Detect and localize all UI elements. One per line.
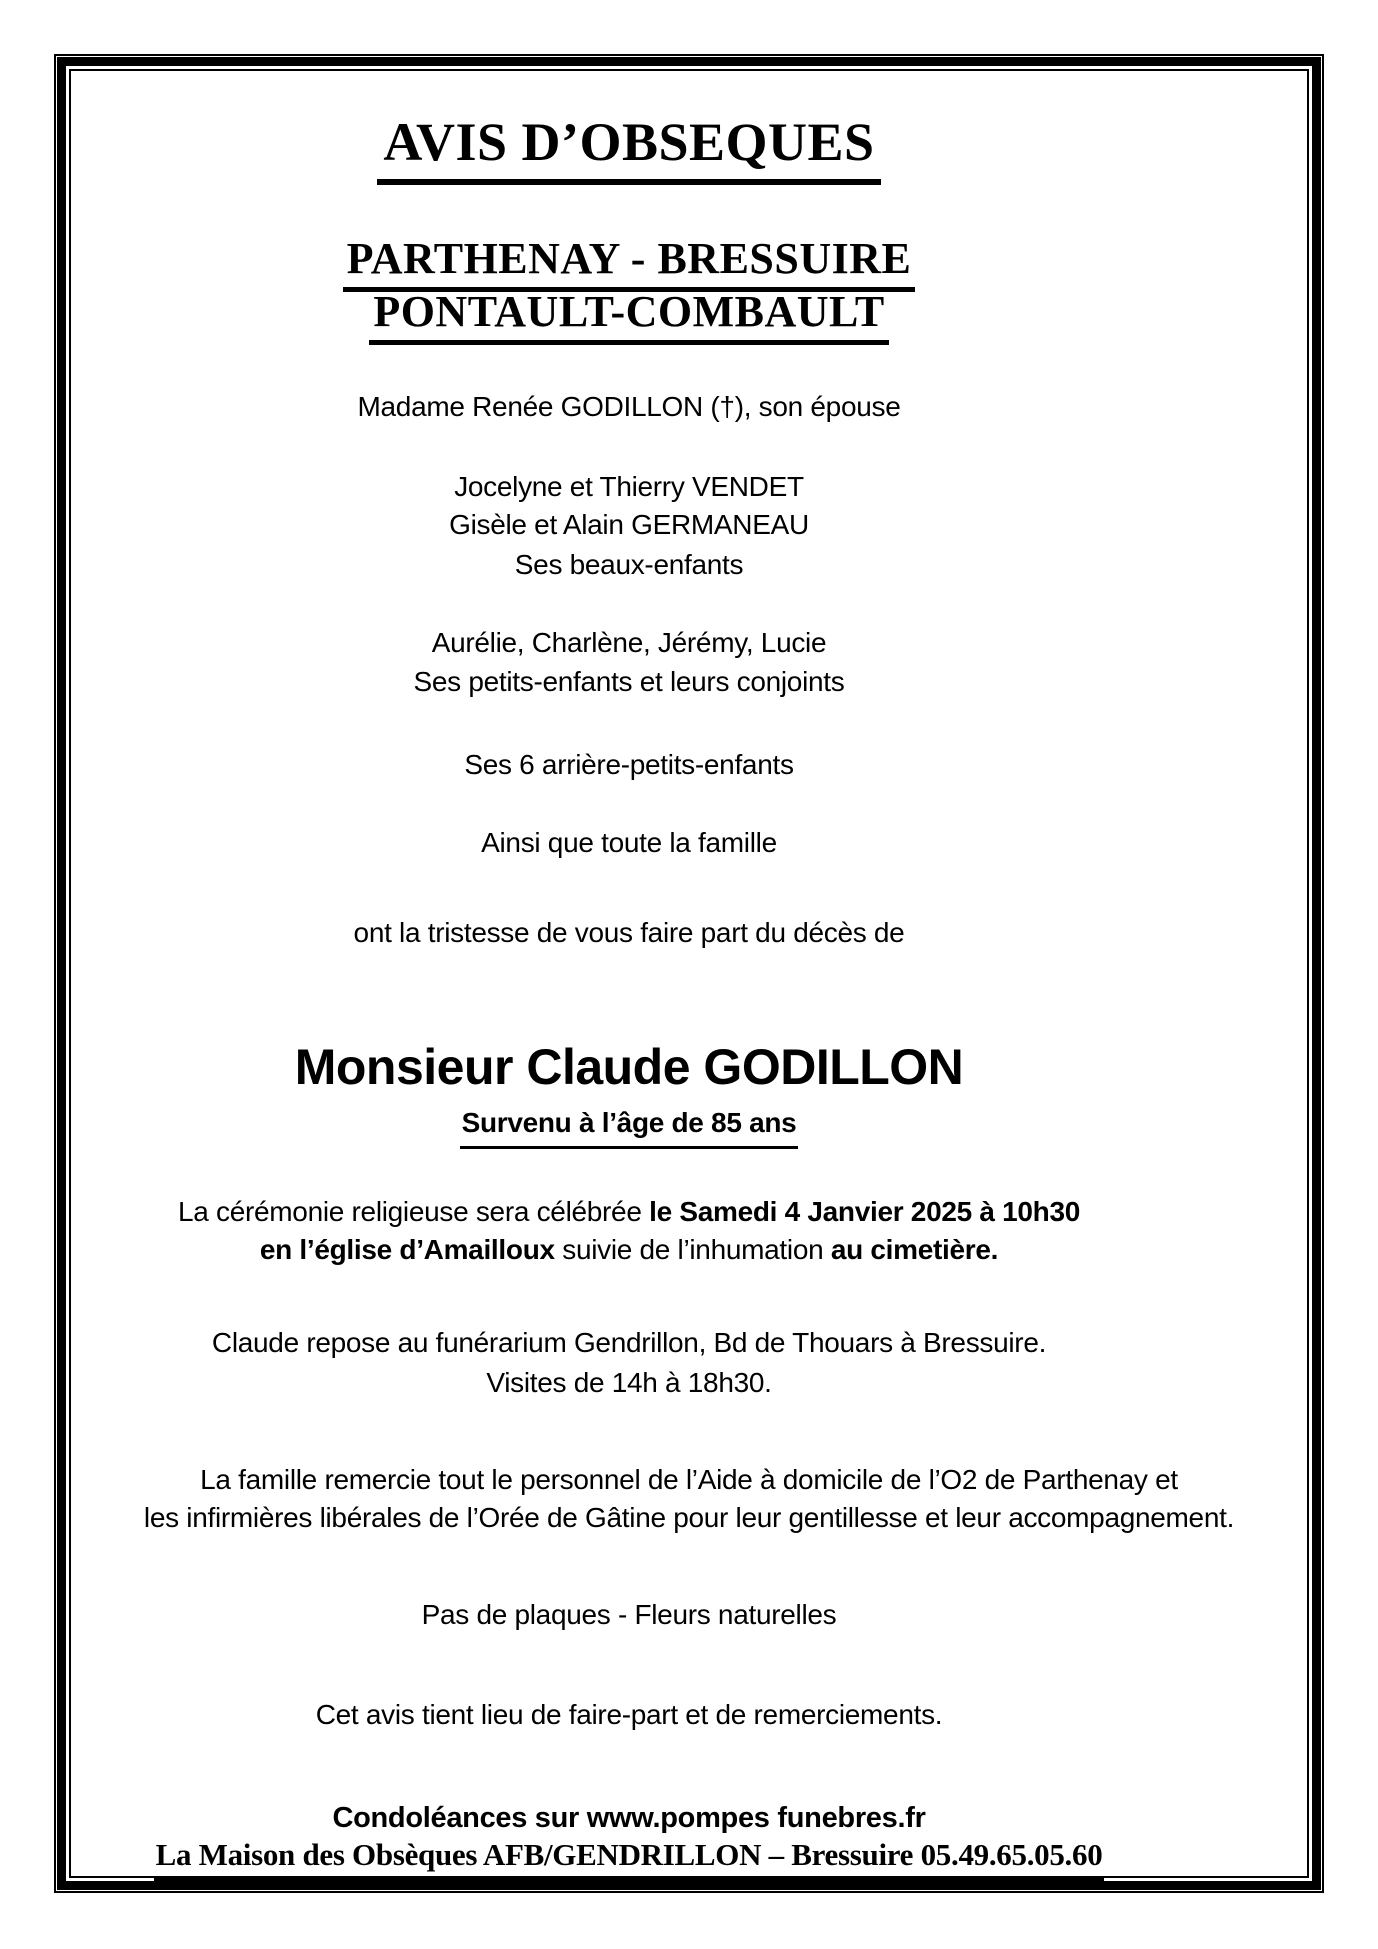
agencies-line-2: PONTAULT-COMBAULT (369, 285, 888, 345)
visits-line: Visites de 14h à 18h30. (486, 1367, 772, 1398)
children-line-1: Jocelyne et Thierry VENDET (454, 471, 804, 502)
children-label: Ses beaux-enfants (514, 549, 744, 580)
spouse-line: Madame Renée GODILLON (†), son épouse (357, 391, 901, 422)
announcement-line: ont la tristesse de vous faire part du décès de (353, 917, 905, 948)
notice-content (69, 69, 1309, 1878)
agencies-line-1: PARTHENAY - BRESSUIRE (343, 232, 916, 292)
condolences-row (71, 1798, 1187, 1838)
grandchildren-names: Aurélie, Charlène, Jérémy, Lucie (431, 627, 827, 658)
ceremony-middle: suivie de l’inhumation (554, 1234, 831, 1265)
page-border-thick (57, 57, 1321, 1890)
title-row (71, 112, 1187, 185)
page-border-outer (54, 54, 1324, 1893)
agencies-row-1 (71, 232, 1187, 292)
children-line-2: Gisèle et Alain GERMANEAU (449, 509, 809, 540)
grandchildren-label: Ses petits-enfants et leurs conjoints (413, 666, 845, 697)
ceremony-datetime: le Samedi 4 Janvier 2025 à 10h30 (649, 1196, 1081, 1227)
ceremony-line-2 (71, 1231, 1187, 1269)
ceremony-cemetery: au cimetière. (830, 1234, 999, 1265)
thanks-line-2: les infirmières libérales de l’Orée de Gâtine pour leur gentillesse et leur accompagnement. (143, 1502, 1235, 1533)
flowers-line: Pas de plaques - Fleurs naturelles (421, 1599, 837, 1630)
ceremony-church: en l’église d’Amailloux (259, 1234, 555, 1265)
funeral-home-row (71, 1834, 1187, 1881)
deceased-name-row (71, 1034, 1187, 1108)
whole-family-line: Ainsi que toute la famille (481, 827, 777, 858)
deceased-age-row (71, 1103, 1187, 1149)
page-title: AVIS D’OBSEQUES (377, 112, 880, 185)
ceremony-line-1 (71, 1193, 1187, 1231)
ceremony-intro: La cérémonie religieuse sera célébrée (177, 1196, 650, 1227)
agencies-row-2 (71, 285, 1187, 345)
deceased-age: Survenu à l’âge de 85 ans (460, 1103, 799, 1149)
thanks-line-1: La famille remercie tout le personnel de l’Aide à domicile de l’O2 de Parthenay et (200, 1464, 1178, 1495)
repose-line: Claude repose au funérarium Gendrillon, Bd de Thouars à Bressuire. (211, 1327, 1047, 1358)
closing-line: Cet avis tient lieu de faire-part et de remerciements. (315, 1699, 943, 1730)
deceased-name: Monsieur Claude GODILLON (294, 1039, 964, 1095)
great-grandchildren-line: Ses 6 arrière-petits-enfants (464, 749, 794, 780)
funeral-home-line: La Maison des Obsèques AFB/GENDRILLON – Bressuire 05.49.65.05.60 (154, 1834, 1105, 1881)
condolences-line: Condoléances sur www.pompes funebres.fr (332, 1802, 926, 1834)
